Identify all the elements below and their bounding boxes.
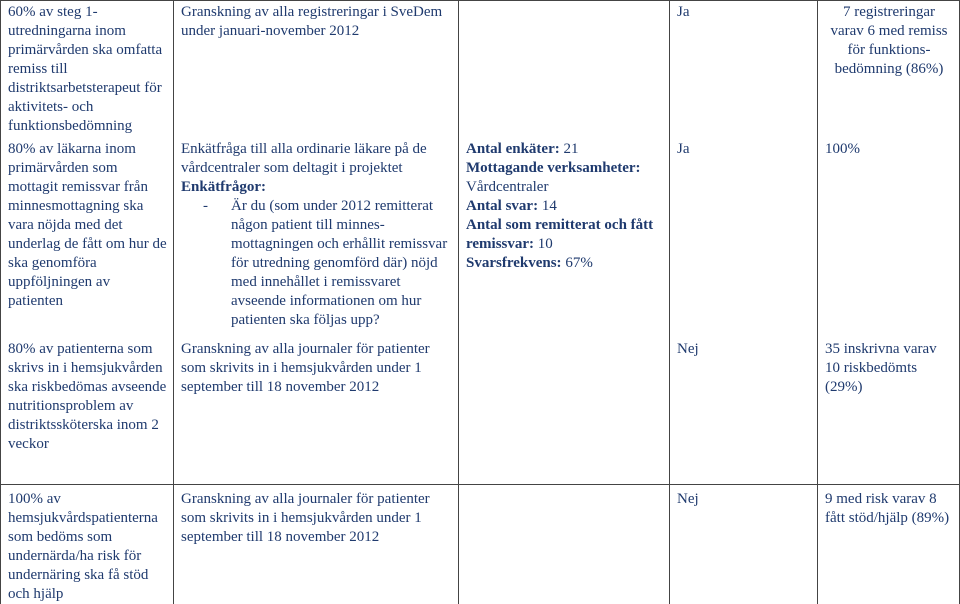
column-divider-3 xyxy=(669,0,670,604)
method-cell-journal-2 xyxy=(174,487,458,547)
method-cell-svedem xyxy=(174,0,458,41)
achieved-value-satisfaction: Ja xyxy=(677,141,690,157)
survey-stats-cell xyxy=(459,137,669,273)
stat-label-surveys: Antal enkäter: xyxy=(466,141,560,157)
method-text-journal-2: Granskning av alla journaler för patienter som skrivits in i hemsjukvården under 1 september till 18 november 2012 xyxy=(181,491,430,545)
method-text-svedem: Granskning av alla registreringar i SveDem under januari-november 2012 xyxy=(181,4,443,39)
achieved-value-undernutrition: Nej xyxy=(677,491,699,507)
goal-cell-satisfaction xyxy=(1,137,173,311)
achieved-value-referral: Ja xyxy=(677,4,690,20)
stat-label-response-rate: Svarsfrekvens: xyxy=(466,255,562,271)
survey-questions-heading: Enkätfrågor: xyxy=(181,179,266,195)
result-text-nutrition-risk: 35 inskrivna varav 10 riskbedömts (29%) xyxy=(825,341,937,395)
column-divider-2 xyxy=(458,0,459,604)
stat-value-referred: 10 xyxy=(534,236,553,252)
goal-text-nutrition-risk: 80% av patienterna som skrivs in i hemsjukvården ska riskbedömas avseende nutritionsproblem av distriktssköterska inom 2 veckor xyxy=(8,341,167,452)
result-text-satisfaction: 100% xyxy=(825,141,860,157)
list-dash: - xyxy=(203,198,208,214)
result-cell-referral xyxy=(818,0,959,79)
method-cell-survey xyxy=(174,137,458,330)
goal-cell-referral xyxy=(1,0,173,136)
survey-question-text: Är du (som under 2012 remitterat någon patient till minnes-mottagningen och erhållit remissvar för utredning genomförd där) nöjd med innehållet i remissvaret avseende informationen om hur patienten ska följas upp? xyxy=(231,198,448,328)
goal-text-undernutrition: 100% av hemsjukvårdspatienterna som bedöms som undernärda/ha risk för undernäring ska få stöd och hjälp xyxy=(8,491,158,602)
goal-cell-undernutrition xyxy=(1,487,173,604)
result-cell-satisfaction xyxy=(818,137,959,159)
method-cell-journal-1 xyxy=(174,337,458,397)
achieved-cell-referral xyxy=(670,0,817,22)
achieved-cell-nutrition-risk xyxy=(670,337,817,359)
goal-text-satisfaction: 80% av läkarna inom primärvården som mottagit remissvar från minnesmottagning ska vara nöjda med det underlag de fått om hur de ska genomföra uppföljningen av patienten xyxy=(8,141,167,309)
achieved-value-nutrition-risk: Nej xyxy=(677,341,699,357)
method-text-journal-1: Granskning av alla journaler för patienter som skrivits in i hemsjukvården under 1 september till 18 november 2012 xyxy=(181,341,430,395)
result-text-undernutrition: 9 med risk varav 8 fått stöd/hjälp (89%) xyxy=(825,491,950,526)
stat-label-referred: Antal som remitterat och fått remissvar: xyxy=(466,217,654,252)
stat-label-answers: Antal svar: xyxy=(466,198,539,214)
result-cell-undernutrition xyxy=(818,487,959,528)
achieved-cell-satisfaction xyxy=(670,137,817,159)
stat-label-receivers: Mottagande verksamheter: xyxy=(466,160,641,176)
goal-cell-nutrition-risk xyxy=(1,337,173,454)
stat-value-answers: 14 xyxy=(538,198,557,214)
method-text-survey: Enkätfråga till alla ordinarie läkare på de vårdcentraler som deltagit i projektet xyxy=(181,141,427,176)
survey-question-item xyxy=(181,197,452,330)
achieved-cell-undernutrition xyxy=(670,487,817,509)
stat-value-response-rate: 67% xyxy=(561,255,593,271)
result-cell-nutrition-risk xyxy=(818,337,959,397)
goal-text-referral: 60% av steg 1-utredningarna inom primärvården ska omfatta remiss till distriktsarbetsterapeut för aktivitets- och funktionsbedömning xyxy=(8,4,163,134)
stat-value-surveys: 21 xyxy=(559,141,579,157)
row-divider xyxy=(0,484,960,485)
result-text-referral: 7 registreringar varav 6 med remiss för funktions-bedömning (86%) xyxy=(830,4,948,77)
stat-value-receivers: Vårdcentraler xyxy=(466,179,549,195)
